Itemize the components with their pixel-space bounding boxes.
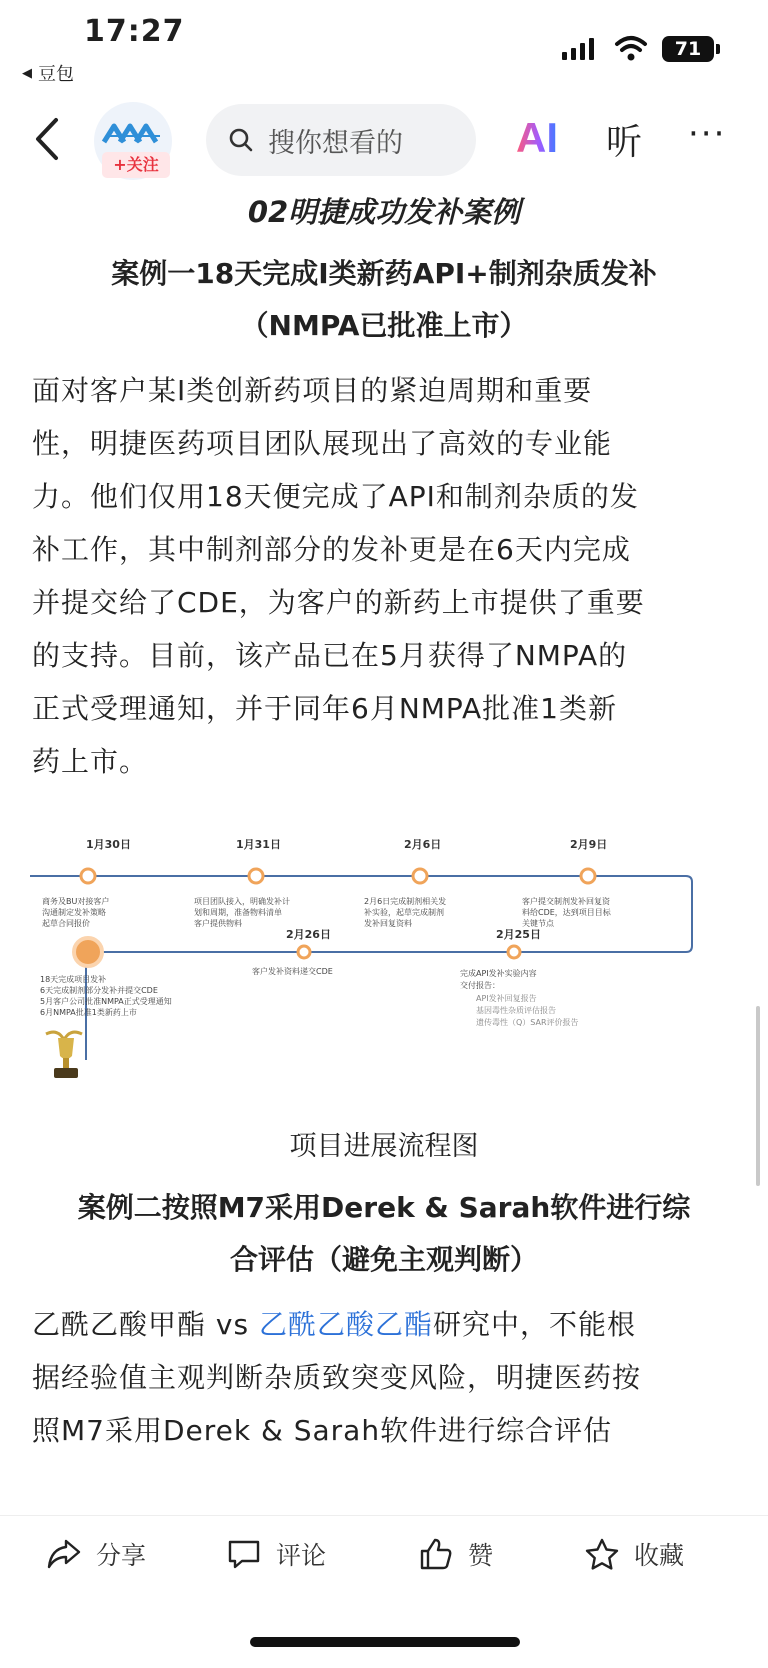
milestone-dot <box>249 869 263 883</box>
milestone-dot <box>81 869 95 883</box>
project-timeline-figure[interactable] <box>30 828 742 1158</box>
milestone-note: 5月客户公司批准NMPA正式受理通知 <box>40 997 172 1006</box>
case2-paragraph <box>32 1298 744 1457</box>
scroll-indicator[interactable] <box>756 1006 760 1186</box>
milestone-note: 18天完成项目发补 <box>40 975 107 984</box>
like-button[interactable] <box>418 1536 493 1572</box>
milestone-note: 补实验，起草完成制剂 <box>364 908 444 917</box>
comment-icon <box>226 1537 262 1571</box>
milestone-note: 商务及BU对接客户 <box>42 897 110 906</box>
report-item: API发补回复报告 <box>476 994 537 1003</box>
paragraph-line: 补工作，其中制剂部分的发补更是在6天内完成 <box>32 533 631 566</box>
case1-title-line2: （NMPA已批准上市） <box>240 309 528 342</box>
milestone-3 <box>364 838 446 928</box>
milestone-note: 沟通制定发补策略 <box>42 908 106 917</box>
milestone-note: 2月6日完成制剂相关发 <box>364 897 447 906</box>
case2-title-line2: 合评估（避免主观判断） <box>229 1243 538 1276</box>
share-icon <box>46 1537 82 1571</box>
paragraph-line: 力。他们仅用18天便完成了API和制剂杂质的发 <box>32 480 639 513</box>
comment-button[interactable] <box>226 1536 326 1572</box>
milestone-date: 2月25日 <box>496 928 541 941</box>
milestone-feb25 <box>460 928 579 1027</box>
trophy-icon <box>46 1032 82 1078</box>
milestone-note: 起草合同报价 <box>42 919 90 928</box>
bottom-action-bar <box>0 1515 768 1595</box>
milestone-note: 6天完成制剂部分发补并提交CDE <box>40 986 158 995</box>
milestone-date: 1月31日 <box>236 838 281 851</box>
milestone-1 <box>42 838 131 928</box>
milestone-date: 1月30日 <box>86 838 131 851</box>
back-to-app[interactable] <box>22 60 74 86</box>
paragraph-line: 并提交给了CDE，为客户的新药上市提供了重要 <box>32 586 645 619</box>
case1-paragraph <box>32 364 744 788</box>
case2-title-line1: 案例二按照M7采用Derek & Sarah软件进行综 <box>77 1191 691 1224</box>
paragraph-text: 乙酰乙酸甲酯 vs <box>32 1308 259 1341</box>
favorite-button[interactable] <box>584 1536 684 1572</box>
thumbs-up-icon <box>418 1537 454 1571</box>
paragraph-text: 研究中，不能根 <box>432 1308 636 1341</box>
final-milestone-dot <box>74 938 102 966</box>
milestone-note: 关键节点 <box>522 919 554 928</box>
paragraph-line <box>32 1298 744 1351</box>
milestone-4 <box>522 838 612 928</box>
ai-button[interactable]: AI <box>516 114 558 161</box>
milestone-date: 2月6日 <box>404 838 442 851</box>
milestone-2 <box>194 838 290 928</box>
paragraph-line: 正式受理通知，并于同年6月NMPA批准1类新 <box>32 692 617 725</box>
milestone-note: 料给CDE，达到项目目标 <box>522 908 611 917</box>
paragraph-line: 性，明捷医药项目团队展现出了高效的专业能 <box>32 427 613 460</box>
wifi-icon <box>614 34 648 62</box>
section-title: 02明捷成功发补案例 <box>247 195 521 229</box>
milestone-note: 划和周期，准备物料清单 <box>194 908 282 917</box>
favorite-label: 收藏 <box>634 1541 685 1570</box>
milestone-note: 发补回复资料 <box>364 919 412 928</box>
paragraph-line: 面对客户某I类创新药项目的紧迫周期和重要 <box>32 374 593 407</box>
milestone-note: 客户提供物料 <box>194 919 242 928</box>
milestone-note: 交付报告： <box>460 981 500 990</box>
more-menu-icon[interactable]: ··· <box>688 114 727 154</box>
milestone-dot <box>298 946 310 958</box>
report-item: 基因毒性杂质评估报告 <box>476 1006 556 1015</box>
share-label: 分享 <box>96 1541 147 1570</box>
back-app-label: 豆包 <box>38 64 74 85</box>
milestone-dot <box>413 869 427 883</box>
figure-caption: 项目进展流程图 <box>289 1131 479 1162</box>
paragraph-line: 药上市。 <box>32 745 149 778</box>
back-triangle-icon: ◀ <box>22 65 32 81</box>
status-time: 17:27 <box>84 14 185 49</box>
case1-title-line1: 案例一18天完成I类新药API+制剂杂质发补 <box>111 257 657 290</box>
battery-level: 71 <box>674 38 702 60</box>
milestone-date: 2月9日 <box>570 838 608 851</box>
search-placeholder: 搜你想看的 <box>268 127 403 159</box>
share-button[interactable] <box>46 1536 146 1572</box>
search-icon <box>228 127 254 153</box>
compound-link[interactable]: 乙酰乙酸乙酯 <box>258 1308 433 1341</box>
report-item: 遗传毒性（Q）SAR评价报告 <box>476 1018 579 1027</box>
top-nav-bar <box>0 92 768 186</box>
paragraph-line: 据经验值主观判断杂质致突变风险，明捷医药按 <box>32 1361 642 1394</box>
star-icon <box>584 1537 620 1571</box>
milestone-dot <box>508 946 520 958</box>
milestone-note: 客户提交制剂发补回复资 <box>522 897 610 906</box>
content-fade <box>0 1480 768 1516</box>
battery-indicator <box>662 36 714 62</box>
paragraph-line: 的支持。目前，该产品已在5月获得了NMPA的 <box>32 639 628 672</box>
milestone-note: 项目团队接入，明确发补计 <box>194 897 290 906</box>
status-bar <box>0 0 768 90</box>
search-bar[interactable] <box>206 104 476 176</box>
timeline-diagram <box>30 828 742 1158</box>
milestone-note: 完成API发补实验内容 <box>460 969 537 978</box>
like-label: 赞 <box>468 1541 494 1570</box>
back-arrow-icon[interactable] <box>28 114 68 164</box>
listen-button[interactable]: 听 <box>606 122 643 163</box>
milestone-note: 6月NMPA批准1类新药上市 <box>40 1008 137 1017</box>
follow-button[interactable]: +关注 <box>102 152 170 178</box>
milestone-dot <box>581 869 595 883</box>
milestone-final <box>40 938 172 1017</box>
paragraph-line: 照M7采用Derek & Sarah软件进行综合评估 <box>32 1414 613 1447</box>
comment-label: 评论 <box>276 1541 327 1570</box>
milestone-note: 客户发补资料递交CDE <box>252 967 333 976</box>
home-indicator[interactable] <box>250 1637 520 1647</box>
cellular-signal-icon <box>562 38 594 60</box>
milestone-date: 2月26日 <box>286 928 331 941</box>
